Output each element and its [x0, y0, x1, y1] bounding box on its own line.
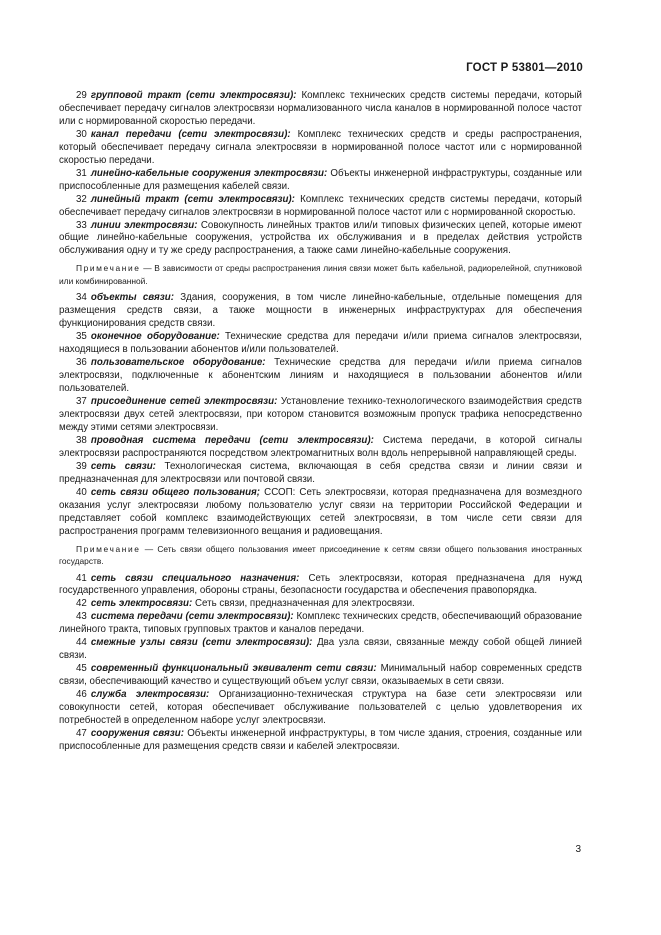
term-entry [59, 637, 582, 663]
term-definition: Комплекс технических средств системы передачи, который обеспечивает передачу сигналов электросвязи нормализованного числа каналов в нормированной полосе частот или с нормированной скоростью передачи. [59, 90, 582, 127]
term-entry [59, 611, 582, 637]
term-definition: Комплекс технических средств системы передачи, который обеспечивает передачу сигналов электросвязи в нормированной полосе частот или с нормированной скоростью. [59, 193, 582, 218]
term-number: 35 [76, 331, 87, 343]
term-entry [59, 220, 582, 259]
term-number: 34 [76, 292, 87, 304]
note-linii-svyazi [59, 262, 582, 287]
term-number: 41 [76, 572, 87, 584]
term-name: смежные узлы связи (сети электросвязи): [90, 637, 313, 649]
terms-section [59, 90, 582, 754]
term-entry [59, 435, 582, 461]
term-name: линейный тракт (сети электросвязи): [90, 193, 295, 205]
term-definition: Совокупность линейных трактов или/и типовых физических цепей, которые имеют общие линейно-кабельные сооружения, устройства их обслуживания и в пределах действия устройств обслуживания одну и ту же среду распространения, а также сами линейно-кабельные сооружения. [59, 219, 582, 257]
term-definition: Комплекс технических средств, обеспечивающий образование линейного тракта, типовых групповых трактов и каналов передачи. [59, 611, 582, 636]
term-name: служба электросвязи: [90, 689, 210, 701]
term-entry [59, 396, 582, 435]
term-number: 38 [76, 434, 87, 446]
term-number: 36 [76, 357, 87, 369]
term-name: система передачи (сети электросвязи): [90, 611, 294, 623]
term-definition: Два узла связи, связанные между собой общей линией связи. [59, 637, 582, 662]
term-entry [59, 573, 582, 599]
term-entry [59, 461, 582, 487]
note-label: Примечание [76, 543, 141, 554]
term-definition: Организационно-техническая структура на базе сети электросвязи или совокупности сетей, которая обеспечивает обслуживание пользователей с целью удовлетворения их потребностей в определенном наборе услуг электросвязи. [59, 689, 582, 726]
term-definition: Установление технико-технологического взаимодействия средств электросвязи двух сетей электросвязи, при котором становится возможным пропуск трафика непосредственно между этими сетями электросвязи. [59, 396, 582, 433]
standard-header: ГОСТ Р 53801—2010 [466, 62, 583, 74]
term-definition: Здания, сооружения, в том числе линейно-кабельные, отдельные помещения для размещения средств связи, а также мощности в инженерных инфраструктурах для обеспечения функционирования средств связи. [59, 292, 583, 330]
term-number: 33 [76, 219, 87, 231]
term-number: 42 [76, 598, 87, 610]
term-number: 47 [76, 727, 87, 739]
term-definition: ССОП: Сеть электросвязи, которая предназначена для возмездного оказания услуг электросвязи любому пользователю услуг связи на территории Российской Федерации и представляет собой комплекс взаимодействующих сетей электросвязи, в том числе сети связи для распространения программ телевизионного вещания и радиовещания. [59, 486, 582, 537]
term-entry [59, 357, 582, 396]
term-number: 43 [76, 611, 87, 623]
term-number: 40 [76, 486, 87, 498]
term-definition: Объекты инженерной инфраструктуры, созданные или приспособленные для размещения кабелей связи. [59, 167, 582, 192]
term-name: линейно-кабельные сооружения электросвязи: [90, 167, 328, 179]
term-name: сеть электросвязи: [90, 598, 193, 610]
note-label: Примечание [76, 263, 141, 274]
term-definition: Сеть электросвязи, которая предназначена для нужд государственного управления, обороны страны, безопасности государства и обеспечения правопорядка. [59, 572, 582, 597]
term-definition: Комплекс технических средств и среды распространения, который обеспечивает передачу сигнала электросвязи в нормированной полосе частот или с нормированной скоростью передачи. [59, 128, 582, 166]
term-definition: Объекты инженерной инфраструктуры, в том числе здания, строения, созданные или приспособленные для размещения средств связи и кабелей электросвязи. [59, 727, 582, 752]
term-name: присоединение сетей электросвязи: [90, 396, 278, 408]
term-name: сеть связи: [90, 460, 156, 472]
term-number: 30 [76, 128, 87, 140]
term-name: канал передачи (сети электросвязи): [90, 128, 291, 140]
term-number: 32 [76, 193, 87, 205]
note-ssop [59, 543, 582, 568]
term-name: групповой тракт (сети электросвязи): [90, 90, 297, 101]
term-entry [59, 663, 582, 689]
note-text: — В зависимости от среды распространения линия связи может быть кабельной, радиорелейной, спутниковой или комбинированной. [59, 263, 582, 286]
term-name: современный функциональный эквивалент сети связи: [90, 663, 377, 675]
term-number: 46 [76, 689, 87, 701]
term-number: 39 [76, 460, 87, 472]
term-definition: Сеть связи, предназначенная для электросвязи. [194, 598, 415, 610]
term-number: 29 [76, 90, 87, 101]
term-name: сооружения связи: [90, 727, 184, 739]
term-definition: Технологическая система, включающая в себя средства связи и линии связи и предназначенная для электросвязи или почтовой связи. [59, 460, 583, 485]
term-entry [59, 90, 582, 129]
term-name: проводная система передачи (сети электросвязи): [90, 434, 374, 446]
term-definition: Система передачи, в которой сигналы электросвязи распространяются посредством электромагнитных волн вдоль непрерывной направляющей среды. [59, 434, 582, 459]
term-name: оконечное оборудование: [90, 331, 220, 343]
term-number: 37 [76, 396, 87, 408]
term-entry [59, 331, 582, 357]
terms-group-34-40 [59, 292, 582, 538]
term-definition: Технические средства для передачи и/или приема сигналов электросвязи, подключенные к абонентским линиям и находящиеся в пользовании абонентов и/или пользователей. [59, 357, 582, 395]
term-name: сеть связи общего пользования; [90, 486, 261, 498]
term-definition: Минимальный набор современных средств связи, обеспечивающий качество и существующий объем услуг связи, оказываемых в сети связи. [59, 663, 582, 688]
term-entry [59, 728, 582, 754]
term-definition: Технические средства для передачи и/или приема сигналов электросвязи, находящиеся в пользовании абонентов и/или пользователей. [59, 331, 582, 356]
term-entry [59, 194, 582, 220]
term-entry [59, 689, 582, 728]
note-text: — Сеть связи общего пользования имеет присоединение к сетям связи общего пользования иностранных государств. [59, 543, 582, 566]
term-entry [59, 598, 582, 611]
term-name: линии электросвязи: [90, 219, 198, 231]
term-number: 31 [76, 167, 87, 179]
term-name: объекты связи: [90, 292, 174, 304]
page-number: 3 [575, 844, 581, 855]
term-entry [59, 292, 582, 331]
term-entry [59, 129, 582, 168]
terms-group-29-33 [59, 90, 582, 258]
term-entry [59, 487, 582, 539]
term-name: пользовательское оборудование: [90, 357, 266, 369]
terms-group-41-47 [59, 573, 582, 754]
term-number: 45 [76, 663, 87, 675]
term-entry [59, 168, 582, 194]
term-name: сеть связи специального назначения: [90, 572, 300, 584]
term-number: 44 [76, 637, 87, 649]
